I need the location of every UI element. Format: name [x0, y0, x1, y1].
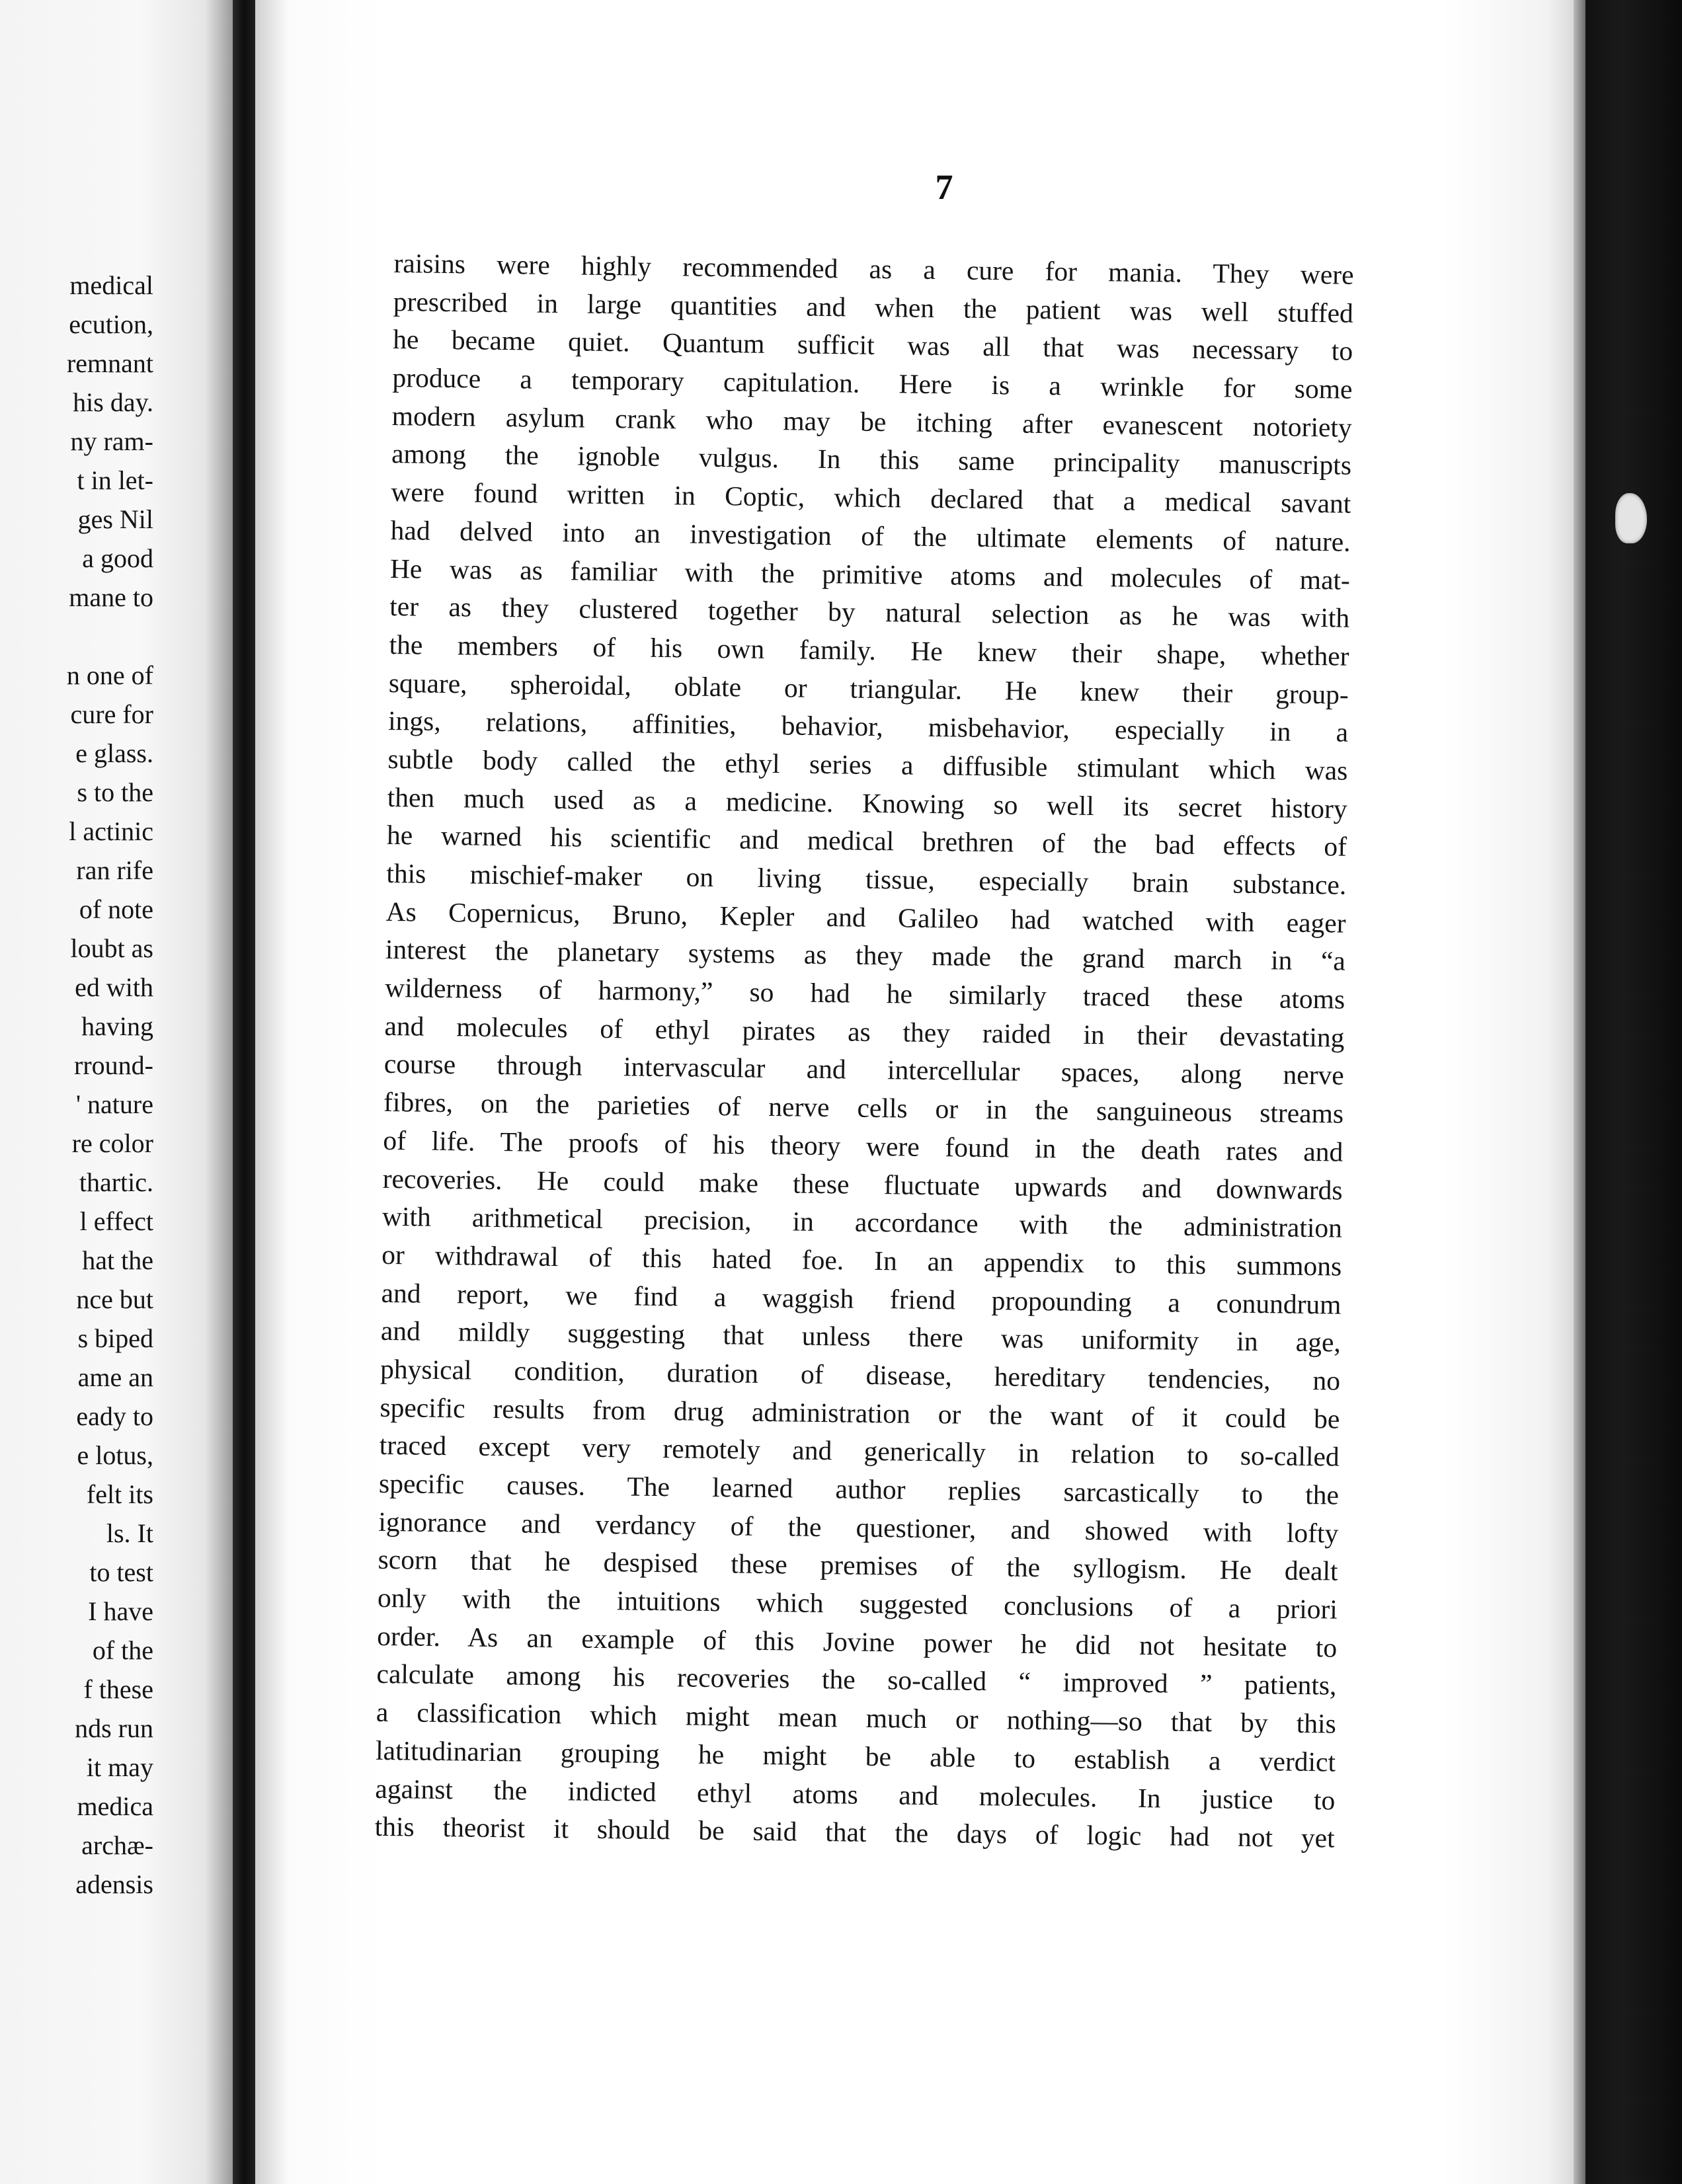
left-page-line: ecution, — [69, 309, 153, 339]
left-facing-page — [0, 0, 233, 2184]
left-page-line: ls. It — [106, 1518, 153, 1548]
left-page-line — [67, 617, 153, 656]
text-line: among the ignoble vulgus. In this same principality manuscripts — [391, 438, 1352, 481]
text-line: specific causes. The learned author replies sarcastically to the — [378, 1467, 1340, 1510]
left-page-line: s to the — [77, 777, 153, 807]
text-line: and molecules of ethyl pirates as they raided in their devastating — [384, 1010, 1345, 1053]
left-page-line: ' nature — [75, 1089, 153, 1119]
left-page-line: e lotus, — [77, 1440, 153, 1470]
left-page-line: cure for — [70, 699, 153, 729]
text-line: traced except very remotely and generically in relation to so-called — [379, 1430, 1340, 1472]
text-line: then much used as a medicine. Knowing so well its secret history — [387, 781, 1347, 824]
text-line: produce a temporary capitulation. Here is a wrinkle for some — [392, 362, 1353, 405]
text-line: this theorist it should be said that the days of logic had not yet — [374, 1811, 1335, 1853]
left-page-line: e glass. — [75, 738, 153, 768]
text-line: prescribed in large quantities and when the patient was well stuffed — [393, 286, 1354, 329]
text-line: modern asylum crank who may be itching after evanescent notoriety — [391, 400, 1353, 443]
left-page-line: nds run — [75, 1713, 153, 1743]
book-gutter — [233, 0, 255, 2184]
text-line: calculate among his recoveries the so-called “ improved ” patients, — [376, 1658, 1337, 1701]
text-line: interest the planetary systems as they made the grand march in “a — [385, 934, 1346, 977]
text-line: raisins were highly recommended as a cure for mania. They were — [393, 247, 1354, 290]
text-line: of life. The proofs of his theory were found in the death rates and — [383, 1124, 1343, 1167]
left-page-line: I have — [88, 1596, 153, 1626]
left-page-line: a good — [82, 543, 153, 573]
page-number: 7 — [935, 167, 953, 207]
text-line: he became quiet. Quantum sufficit was all that was necessary to — [392, 324, 1353, 367]
left-page-line: hat the — [82, 1245, 153, 1275]
left-page-line: n one of — [66, 660, 153, 690]
text-line: were found written in Coptic, which declared that a medical savant — [391, 477, 1351, 519]
text-line: he warned his scientific and medical brethren of the bad effects of — [386, 820, 1347, 862]
left-page-line: mane to — [69, 582, 153, 612]
left-page-line: it may — [86, 1752, 153, 1782]
text-line: against the indicted ethyl atoms and molecules. In justice to — [375, 1773, 1336, 1816]
text-line: subtle body called the ethyl series a diffusible stimulant which was — [387, 743, 1348, 786]
left-page-line: eady to — [76, 1401, 153, 1431]
left-page-line: his day. — [73, 387, 153, 417]
text-line: and mildly suggesting that unless there was uniformity in age, — [380, 1315, 1342, 1358]
left-page-line: f these — [83, 1674, 153, 1704]
text-line: ings, relations, affinities, behavior, misbehavior, especially in a — [387, 705, 1349, 748]
text-line: with arithmetical precision, in accordance with the administration — [381, 1201, 1343, 1243]
page-edge — [1574, 0, 1585, 2184]
left-page-line: ame an — [77, 1362, 153, 1392]
left-page-line: of note — [79, 894, 153, 924]
text-line: latitudinarian grouping he might be able to establish a verdict — [375, 1735, 1336, 1777]
text-line: As Copernicus, Bruno, Kepler and Galileo had watched with eager — [385, 896, 1346, 939]
text-line: or withdrawal of this hated foe. In an appendix to this summons — [381, 1239, 1342, 1282]
left-page-line: ny ram- — [70, 426, 153, 456]
left-page-line: ran rife — [76, 855, 153, 885]
text-line: order. As an example of this Jovine power he did not hesitate to — [377, 1620, 1338, 1663]
left-page-line: loubt as — [70, 933, 153, 963]
left-page-line: having — [81, 1011, 153, 1041]
text-line: physical condition, duration of disease, hereditary tendencies, no — [380, 1353, 1341, 1396]
left-page-line: archæ- — [81, 1830, 153, 1860]
text-line: ter as they clustered together by natural selection as he was with — [389, 591, 1350, 633]
left-page-line: ed with — [75, 972, 153, 1002]
text-line: fibres, on the parieties of nerve cells or in the sanguineous streams — [383, 1087, 1344, 1129]
text-line: had delved into an investigation of the ultimate elements of nature. — [390, 514, 1351, 557]
left-page-line: remnant — [66, 348, 153, 378]
left-page-line: medica — [77, 1791, 153, 1821]
text-line: only with the intuitions which suggested conclusions of a priori — [377, 1582, 1338, 1625]
left-page-line: to test — [89, 1557, 153, 1587]
text-line: a classification which might mean much or nothing—so that by this — [376, 1696, 1337, 1739]
text-line: recoveries. He could make these fluctuate upwards and downwards — [382, 1163, 1343, 1206]
page-body-text — [374, 245, 1353, 1857]
left-page-line: s biped — [77, 1323, 153, 1353]
text-line: wilderness of harmony,” so had he similarly traced these atoms — [384, 972, 1345, 1015]
right-page — [255, 0, 1574, 2184]
text-line: square, spheroidal, oblate or triangular. He knew their group- — [388, 667, 1349, 710]
left-page-line: thartic. — [79, 1167, 153, 1197]
left-page-text — [67, 266, 153, 1904]
text-line: the members of his own family. He knew their shape, whether — [389, 629, 1349, 672]
left-page-line: l effect — [79, 1206, 153, 1236]
book-cover-edge — [1574, 0, 1682, 2184]
left-page-line: of the — [92, 1635, 153, 1665]
left-page-line: t in let- — [77, 465, 153, 495]
text-line: scorn that he despised these premises of the syllogism. He dealt — [378, 1544, 1338, 1586]
torn-page-mark — [1615, 493, 1647, 543]
text-line: specific results from drug administration or the want of it could be — [380, 1391, 1340, 1434]
left-page-line: re color — [71, 1128, 153, 1158]
left-page-line: nce but — [76, 1284, 153, 1314]
text-line: and report, we find a waggish friend propounding a conundrum — [381, 1277, 1342, 1320]
left-page-line: l actinic — [69, 816, 153, 846]
left-page-line: medical — [69, 270, 153, 300]
text-line: this mischief-maker on living tissue, especially brain substance. — [386, 857, 1347, 900]
left-page-line: adensis — [75, 1869, 153, 1899]
text-line: course through intervascular and intercellular spaces, along nerve — [383, 1048, 1345, 1091]
left-page-line: rround- — [74, 1050, 153, 1080]
left-page-line: felt its — [86, 1479, 153, 1509]
left-page-line: ges Nil — [77, 504, 153, 534]
text-line: He was as familiar with the primitive atoms and molecules of mat- — [389, 553, 1351, 596]
text-line: ignorance and verdancy of the questioner, and showed with lofty — [378, 1506, 1339, 1549]
